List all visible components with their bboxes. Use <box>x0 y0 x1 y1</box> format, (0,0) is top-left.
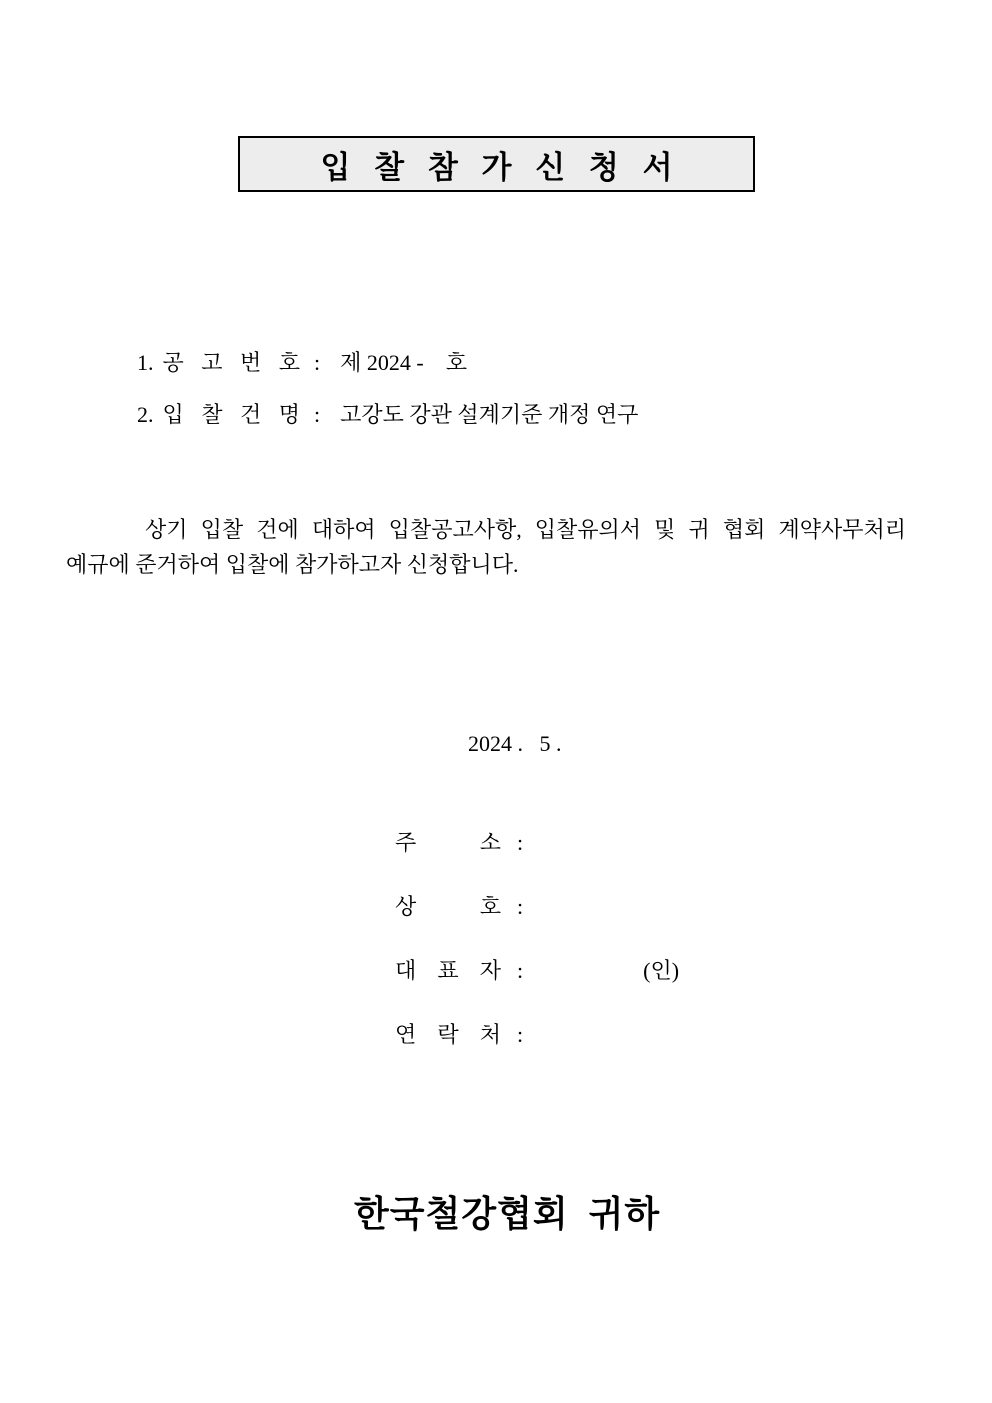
document-title: 입 찰 참 가 신 청 서 <box>320 149 681 185</box>
contact-label: 연 락 처 <box>395 1022 501 1047</box>
item-number: 1. <box>137 350 154 375</box>
seal-mark: (인) <box>643 958 680 983</box>
recipient-line: 한국철강협회 귀하 <box>354 1194 661 1234</box>
colon-separator: : <box>517 958 524 983</box>
title-box <box>238 136 755 192</box>
colon-separator: : <box>314 350 321 375</box>
representative-field-row <box>395 954 679 985</box>
representative-label: 대 표 자 <box>395 958 501 983</box>
address-field-row <box>395 826 523 857</box>
company-name-label: 상 호 <box>395 894 501 919</box>
body-paragraph-line-1: 상기 입찰 건에 대하여 입찰공고사항, 입찰유의서 및 귀 협회 계약사무처리 <box>145 517 906 542</box>
body-paragraph-line-2: 예규에 준거하여 입찰에 참가하고자 신청합니다. <box>66 552 519 577</box>
announcement-number-value: 제 2024 - 호 <box>340 350 467 375</box>
colon-separator: : <box>517 830 524 855</box>
announcement-number-label: 공 고 번 호 <box>162 350 307 375</box>
item-number: 2. <box>137 402 154 427</box>
colon-separator: : <box>517 1022 524 1047</box>
contact-field-row <box>395 1018 523 1049</box>
bid-title-value: 고강도 강관 설계기준 개정 연구 <box>340 402 639 427</box>
bid-title-row <box>115 372 638 455</box>
colon-separator: : <box>314 402 321 427</box>
body-paragraph <box>66 512 906 582</box>
company-name-field-row <box>395 890 523 921</box>
address-label: 주 소 <box>395 830 501 855</box>
bid-title-label: 입 찰 건 명 <box>162 402 307 427</box>
colon-separator: : <box>517 894 524 919</box>
date-line: 2024 . 5 . <box>468 731 562 756</box>
